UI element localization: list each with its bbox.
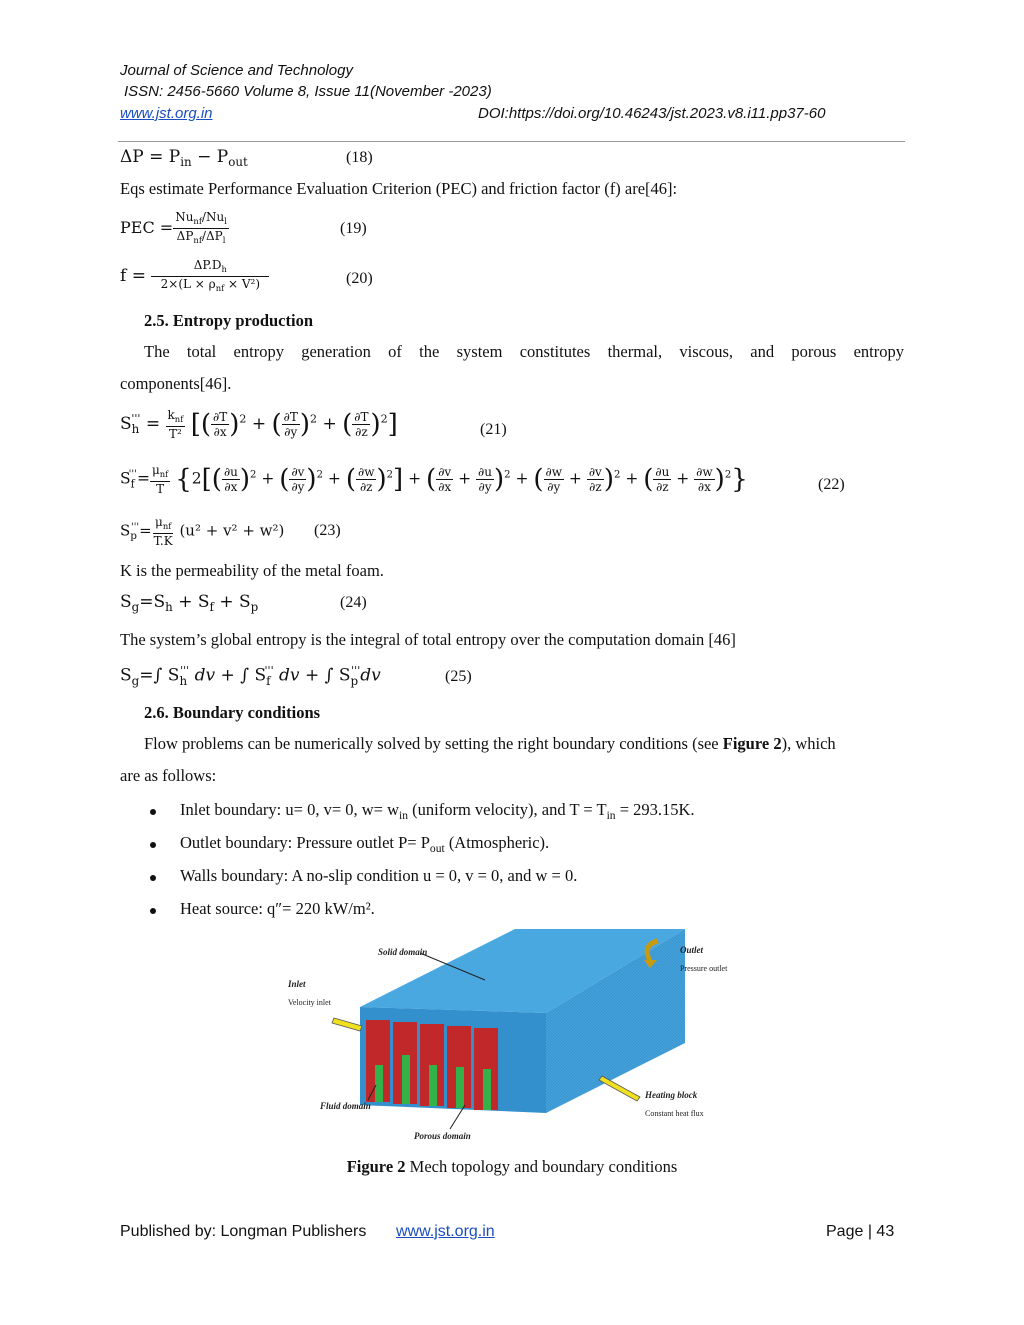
equation-24: $S_g=S_h + S_f + S_p$ <box>120 592 259 615</box>
inlet-arrow-icon <box>332 1018 362 1031</box>
equation-18-number: (18) <box>346 149 373 166</box>
footer-publisher: Published by: Longman Publishers <box>120 1223 367 1240</box>
label-heating-block: Heating block <box>645 1090 698 1100</box>
label-fluid-domain: Fluid domain <box>320 1101 371 1111</box>
permeability-text: K is the permeability of the metal foam. <box>120 561 384 580</box>
journal-link[interactable]: www.jst.org.in <box>120 105 213 122</box>
equation-23: $S_p'''=$ $\frac{\mu_{nf}}{T.K}$ (u² + v² + w²) <box>120 515 285 548</box>
issn-line: ISSN: 2456-5660 Volume 8, Issue 11(November -2023) <box>124 83 492 100</box>
section-2-6-heading: 2.6. Boundary conditions <box>144 703 321 722</box>
label-porous-domain: Porous domain <box>414 1131 471 1141</box>
equation-20-number: (20) <box>346 270 373 287</box>
pec-intro: Eqs estimate Performance Evaluation Criterion (PEC) and friction factor (f) are[46]: <box>120 179 678 198</box>
equation-20: f = $\frac{\Delta P.D_h}{2\times(L \times \rho_{nf} \times V^2)}$ <box>120 258 269 295</box>
mesh-topology-diagram <box>280 925 750 1147</box>
journal-title: Journal of Science and Technology <box>120 62 353 79</box>
label-pressure-outlet: Pressure outlet <box>680 964 728 973</box>
channels <box>366 1020 498 1110</box>
bullet-dot <box>150 908 156 914</box>
doi-line: DOI:https://doi.org/10.46243/jst.2023.v8.i11.pp37-60 <box>478 105 826 122</box>
equation-19-number: (19) <box>340 220 367 237</box>
figure-caption: Figure 2 Mech topology and boundary conditions <box>346 1157 678 1176</box>
equation-18: $\Delta P = P_{in} - P_{out}$ <box>120 147 248 170</box>
label-heat-flux: Constant heat flux <box>645 1109 704 1118</box>
bullet-heat-source: Heat source: q″= 220 kW/m². <box>180 899 375 919</box>
equation-23-number: (23) <box>314 522 341 539</box>
equation-21: $S_h'''$ = $\frac{k_{nf}}{\text{T²}}$ [( $\frac{\partial T}{\partial x}$ )$^2$ + ( $\frac{\partial T}{\partial y}$ )$^2$ + ( $\frac{\partial T}{\partial z}$ )$^2$] <box>120 408 398 441</box>
equation-25-number: (25) <box>445 668 472 685</box>
label-inlet: Inlet <box>288 979 306 989</box>
bullet-dot <box>150 842 156 848</box>
heating-arrow-icon <box>599 1076 640 1101</box>
section-2-6-paragraph: Flow problems can be numerically solved by setting the right boundary conditions (see Figure 2), which are as follows: <box>120 734 836 785</box>
footer-link[interactable]: www.jst.org.in <box>396 1223 495 1240</box>
equation-21-number: (21) <box>480 421 507 438</box>
section-2-5-heading: 2.5. Entropy production <box>144 311 314 330</box>
bullet-outlet: Outlet boundary: Pressure outlet $P= P_{out}$ (Atmospheric). <box>180 833 549 855</box>
equation-19: PEC = $\frac{Nu_{nf}/Nu_l}{\Delta P_{nf}/\Delta P_l}$ <box>120 210 227 245</box>
label-velocity-inlet: Velocity inlet <box>288 998 331 1007</box>
equation-22-number: (22) <box>818 476 845 493</box>
footer-page-number: Page | 43 <box>826 1223 895 1240</box>
figure-2 <box>280 925 750 1147</box>
bullet-inlet: Inlet boundary: u= 0, v= 0, $w= w_{in}$ (uniform velocity), and $T = T_{in} = 293.15K$. <box>180 800 695 822</box>
label-outlet: Outlet <box>680 945 704 955</box>
header-rule <box>118 141 905 142</box>
bullet-dot <box>150 875 156 881</box>
bullet-walls: Walls boundary: A no-slip condition u = 0, v = 0, and w = 0. <box>180 866 577 886</box>
label-solid-domain: Solid domain <box>378 947 428 957</box>
equation-24-number: (24) <box>340 594 367 611</box>
global-entropy-text: The system’s global entropy is the integral of total entropy over the computation domain [46] <box>120 630 736 649</box>
bullet-dot <box>150 809 156 815</box>
equation-25: $S_g=\int$ $S_h'''$ dv + ∫ $S_f'''$ dv + ∫ $S_p'''dv$ <box>120 664 381 688</box>
equation-22: $S_f'''=$ $\frac{\mu_{nf}}{T}$ {2[( $\frac{\partial u}{\partial x}$ )$^2$ + ( $\frac{\partial v}{\partial y}$ )$^2$ + ( $\frac{\partial w}{\partial z}$ )$^2$] + ( $\frac{\partial v}{\partial x}$ + $\frac{\partial u}{\partial y}$ )$^2$ + ( $\frac{\partial w}{\partial y}$ + $\frac{\partial v}{\partial z}$ )$^2$ + ( $\frac{\partial u}{\partial z}$ + $\frac{\partial w}{\partial x}$ )$^2$} <box>120 463 748 496</box>
section-2-5-paragraph: The total entropy generation of the system constitutes thermal, viscous, and porous entropy components[46]. <box>120 342 904 393</box>
